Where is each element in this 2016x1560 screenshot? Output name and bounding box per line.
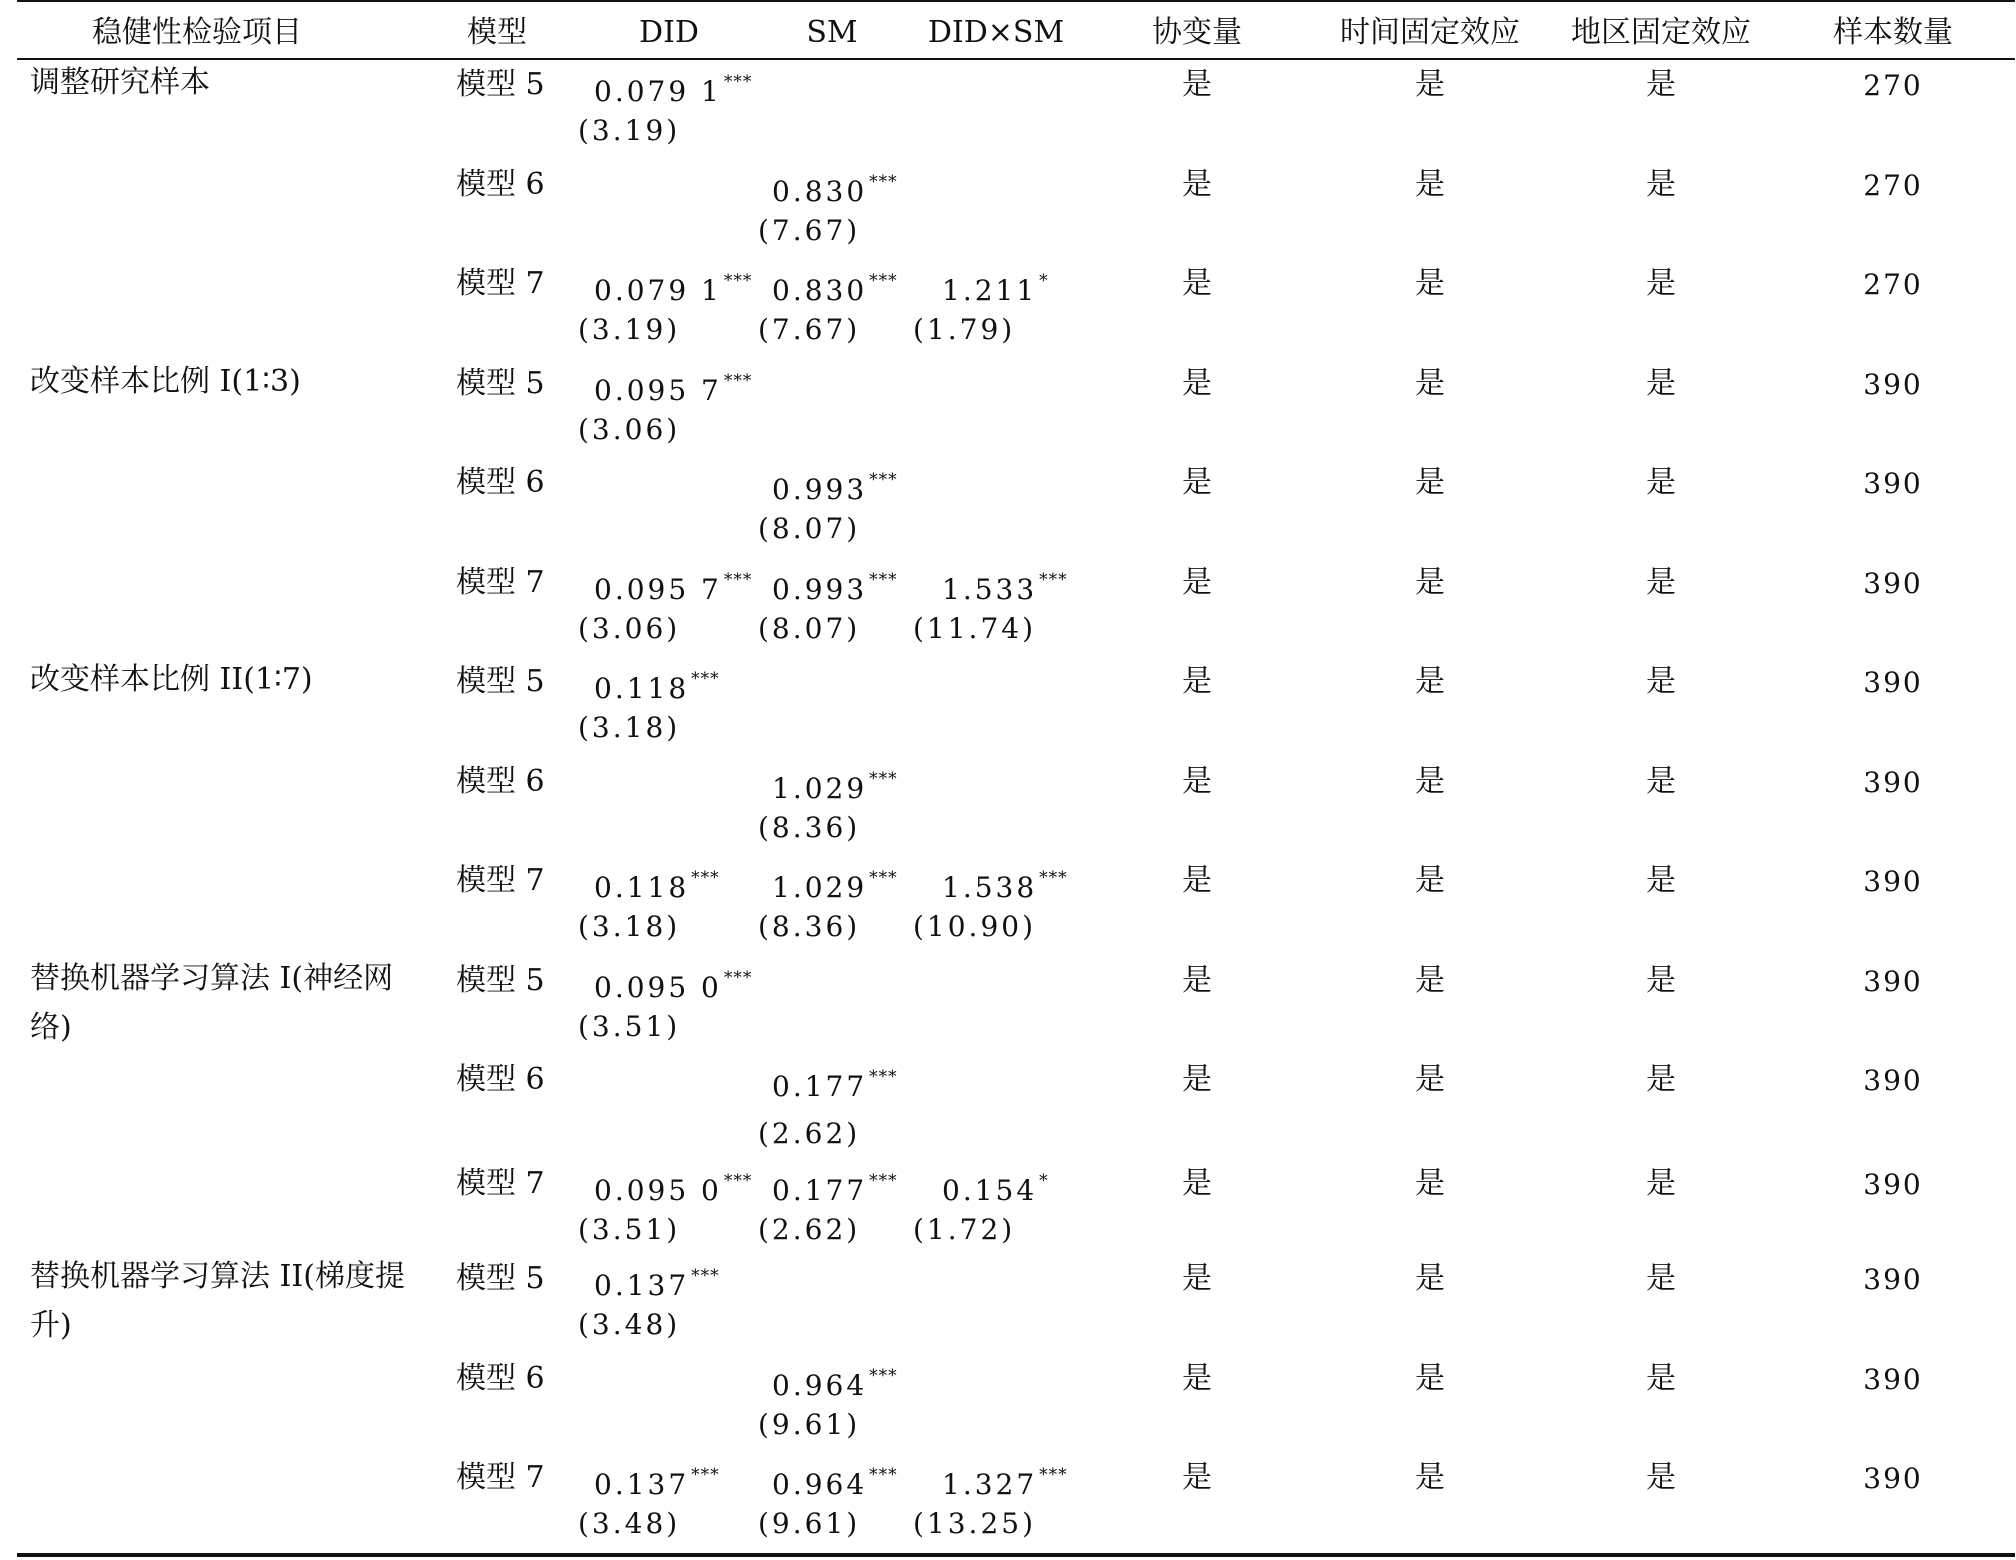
did-t-stat: (3.48): [578, 1308, 681, 1341]
sample-size-cell: 390: [1863, 1362, 1923, 1396]
sm-coef: [772, 768, 898, 805]
did-value: 0.079 1: [594, 75, 722, 108]
region-fe-cell: 是: [1646, 67, 1676, 102]
sm-value: 0.993: [772, 473, 868, 506]
sm-value: 0.830: [772, 274, 868, 307]
sample-size-cell: 390: [1863, 1167, 1923, 1201]
did-value: 0.095 7: [594, 572, 722, 606]
sm-t-stat: (7.67): [758, 313, 861, 346]
sm-coef: [772, 1170, 898, 1207]
did-t-stat: (3.19): [578, 114, 681, 147]
sm-significance: ***: [869, 768, 898, 789]
sm-coef: [772, 569, 898, 606]
did-value: 0.095 0: [594, 1173, 722, 1207]
did-t-stat: (3.51): [578, 1009, 681, 1043]
did-t-stat: (3.06): [578, 412, 681, 446]
covariates-cell: 是: [1182, 1460, 1212, 1495]
covariates-cell: 是: [1182, 365, 1212, 401]
did-coef: [594, 273, 752, 305]
sm-coef: [772, 171, 898, 208]
model-label: 模型 6: [456, 166, 545, 202]
did-sm-significance: ***: [1039, 1465, 1068, 1485]
sm-t-stat: (2.62): [758, 1212, 861, 1246]
model-label: 模型 7: [456, 1460, 545, 1495]
sm-t-stat: (8.07): [758, 512, 861, 545]
time-fe-cell: 是: [1415, 266, 1445, 301]
model-label: 模型 5: [456, 67, 545, 102]
did-value: 0.118: [594, 871, 690, 904]
did-t-stat: (3.51): [578, 1212, 681, 1246]
sm-significance: ***: [869, 1067, 898, 1087]
covariates-cell: 是: [1182, 465, 1212, 500]
sm-significance: ***: [869, 171, 898, 192]
did-sm-t-stat: (11.74): [913, 611, 1037, 645]
model-label: 模型 5: [456, 962, 545, 998]
region-fe-cell: 是: [1646, 365, 1676, 401]
time-fe-cell: 是: [1415, 763, 1445, 799]
sample-size-cell: 270: [1863, 268, 1923, 301]
region-fe-cell: 是: [1646, 564, 1676, 600]
time-fe-cell: 是: [1415, 1165, 1445, 1201]
sm-value: 0.964: [772, 1468, 868, 1501]
sm-coef: [772, 870, 898, 902]
time-fe-cell: 是: [1415, 962, 1445, 998]
header-time-fe: 时间固定效应: [1340, 15, 1520, 50]
covariates-cell: 是: [1182, 863, 1212, 898]
header-region-fe: 地区固定效应: [1571, 15, 1751, 50]
did-sm-significance: *: [1039, 1170, 1049, 1191]
covariates-cell: 是: [1182, 962, 1212, 998]
sm-t-stat: (7.67): [758, 213, 861, 247]
did-coef: [594, 1268, 720, 1300]
sm-value: 0.177: [772, 1173, 868, 1207]
did-significance: ***: [723, 72, 753, 92]
did-coef: [594, 870, 720, 902]
covariates-cell: 是: [1182, 166, 1212, 202]
model-label: 模型 7: [456, 863, 545, 898]
covariates-cell: 是: [1182, 564, 1212, 600]
model-label: 模型 6: [456, 763, 545, 799]
covariates-cell: 是: [1182, 1261, 1212, 1296]
sm-coef: [772, 1069, 898, 1101]
sample-size-cell: 390: [1863, 467, 1923, 500]
did-significance: ***: [723, 370, 753, 391]
header-sample-size: 样本数量: [1833, 15, 1953, 50]
region-fe-cell: 是: [1646, 763, 1676, 799]
did-sm-t-stat: (13.25): [913, 1507, 1037, 1540]
did-sm-coef: [942, 569, 1068, 606]
did-value: 0.095 7: [594, 373, 722, 407]
sm-significance: ***: [869, 868, 898, 888]
did-coef: [594, 1467, 720, 1499]
row-group-label: 改变样本比例 II(1∶7): [30, 662, 313, 697]
row-group-label: 替换机器学习算法 II(梯度提升): [30, 1259, 405, 1343]
sample-size-cell: 390: [1863, 964, 1923, 998]
sm-t-stat: (9.61): [758, 1407, 861, 1441]
did-significance: ***: [723, 1170, 753, 1191]
time-fe-cell: 是: [1415, 465, 1445, 500]
sm-coef: [772, 472, 898, 504]
sm-coef: [772, 1365, 898, 1402]
did-significance: ***: [723, 967, 753, 988]
sm-t-stat: (8.36): [758, 910, 861, 943]
did-t-stat: (3.18): [578, 711, 681, 744]
did-significance: ***: [691, 1465, 720, 1485]
did-significance: ***: [691, 669, 720, 689]
region-fe-cell: 是: [1646, 465, 1676, 500]
sm-value: 1.029: [772, 871, 868, 904]
covariates-cell: 是: [1182, 266, 1212, 301]
did-value: 0.137: [594, 1269, 690, 1302]
did-coef: [594, 967, 753, 1004]
sm-value: 0.964: [772, 1368, 868, 1402]
header-model: 模型: [467, 15, 527, 50]
model-label: 模型 5: [456, 365, 545, 401]
sm-significance: ***: [869, 470, 898, 490]
row-group-label: 改变样本比例 I(1∶3): [30, 363, 301, 399]
region-fe-cell: 是: [1646, 1165, 1676, 1201]
did-sm-significance: ***: [1039, 868, 1068, 888]
header-sm: SM: [806, 15, 858, 50]
did-significance: ***: [723, 569, 753, 590]
did-value: 0.095 0: [594, 970, 722, 1004]
did-sm-value: 1.538: [942, 871, 1038, 904]
region-fe-cell: 是: [1646, 664, 1676, 699]
time-fe-cell: 是: [1415, 166, 1445, 202]
did-sm-value: 0.154: [942, 1173, 1038, 1207]
did-coef: [594, 74, 752, 106]
time-fe-cell: 是: [1415, 1261, 1445, 1296]
row-group-label: 调整研究样本: [30, 65, 210, 100]
sm-coef: [772, 1467, 898, 1499]
did-coef: [594, 671, 720, 703]
did-sm-coef: [942, 870, 1068, 902]
did-sm-coef: [942, 1467, 1068, 1499]
sample-size-cell: 390: [1863, 1462, 1923, 1495]
did-sm-coef: [942, 273, 1049, 305]
sm-significance: ***: [869, 1170, 898, 1191]
model-label: 模型 7: [456, 564, 545, 600]
did-t-stat: (3.19): [578, 313, 681, 346]
did-value: 0.118: [594, 672, 690, 705]
did-sm-t-stat: (1.72): [913, 1212, 1016, 1246]
sm-value: 0.830: [772, 174, 868, 208]
sample-size-cell: 270: [1863, 168, 1923, 202]
time-fe-cell: 是: [1415, 863, 1445, 898]
model-label: 模型 5: [456, 1261, 545, 1296]
sample-size-cell: 270: [1863, 69, 1923, 102]
did-t-stat: (3.06): [578, 611, 681, 645]
did-t-stat: (3.18): [578, 910, 681, 943]
row-group-label: 替换机器学习算法 I(神经网络): [30, 960, 394, 1045]
covariates-cell: 是: [1182, 1062, 1212, 1097]
region-fe-cell: 是: [1646, 166, 1676, 202]
model-label: 模型 7: [456, 266, 545, 301]
did-sm-t-stat: (1.79): [913, 313, 1016, 346]
sm-t-stat: (8.36): [758, 810, 861, 844]
region-fe-cell: 是: [1646, 1261, 1676, 1296]
sample-size-cell: 390: [1863, 367, 1923, 401]
covariates-cell: 是: [1182, 1360, 1212, 1396]
region-fe-cell: 是: [1646, 1460, 1676, 1495]
header-robustness-item: 稳健性检验项目: [92, 15, 302, 50]
time-fe-cell: 是: [1415, 564, 1445, 600]
sm-significance: ***: [869, 271, 898, 291]
did-significance: ***: [691, 1266, 720, 1286]
did-sm-value: 1.533: [942, 572, 1038, 606]
model-label: 模型 7: [456, 1165, 545, 1201]
did-coef: [594, 1170, 753, 1207]
bottom-rule: [17, 1553, 2015, 1557]
did-sm-coef: [942, 1170, 1049, 1207]
region-fe-cell: 是: [1646, 1062, 1676, 1097]
region-fe-cell: 是: [1646, 863, 1676, 898]
model-label: 模型 6: [456, 465, 545, 500]
model-label: 模型 6: [456, 1062, 545, 1097]
sm-value: 0.993: [772, 572, 868, 606]
covariates-cell: 是: [1182, 67, 1212, 102]
did-sm-significance: ***: [1039, 569, 1068, 590]
region-fe-cell: 是: [1646, 266, 1676, 301]
region-fe-cell: 是: [1646, 1360, 1676, 1396]
time-fe-cell: 是: [1415, 1460, 1445, 1495]
did-t-stat: (3.48): [578, 1507, 681, 1540]
did-value: 0.079 1: [594, 274, 722, 307]
did-sm-value: 1.327: [942, 1468, 1038, 1501]
header-did: DID: [639, 15, 699, 50]
did-value: 0.137: [594, 1468, 690, 1501]
time-fe-cell: 是: [1415, 365, 1445, 401]
model-label: 模型 5: [456, 664, 545, 699]
covariates-cell: 是: [1182, 664, 1212, 699]
sample-size-cell: 390: [1863, 1064, 1923, 1097]
sm-significance: ***: [869, 1365, 898, 1386]
sm-t-stat: (2.62): [758, 1117, 861, 1150]
did-coef: [594, 370, 753, 407]
top-rule: [17, 0, 2015, 2]
sm-significance: ***: [869, 569, 898, 590]
header-covariates: 协变量: [1152, 15, 1242, 50]
did-sm-t-stat: (10.90): [913, 910, 1037, 943]
time-fe-cell: 是: [1415, 1062, 1445, 1097]
sample-size-cell: 390: [1863, 1263, 1923, 1296]
time-fe-cell: 是: [1415, 67, 1445, 102]
sm-t-stat: (8.07): [758, 611, 861, 645]
covariates-cell: 是: [1182, 763, 1212, 799]
model-label: 模型 6: [456, 1360, 545, 1396]
time-fe-cell: 是: [1415, 664, 1445, 699]
sm-t-stat: (9.61): [758, 1507, 861, 1540]
region-fe-cell: 是: [1646, 962, 1676, 998]
sample-size-cell: 390: [1863, 566, 1923, 600]
sample-size-cell: 390: [1863, 865, 1923, 898]
did-significance: ***: [723, 271, 753, 291]
covariates-cell: 是: [1182, 1165, 1212, 1201]
time-fe-cell: 是: [1415, 1360, 1445, 1396]
sm-significance: ***: [869, 1465, 898, 1485]
sm-coef: [772, 273, 898, 305]
sm-value: 1.029: [772, 771, 868, 805]
did-coef: [594, 569, 753, 606]
did-sm-significance: *: [1039, 271, 1049, 291]
header-did-sm: DID×SM: [927, 15, 1065, 50]
did-significance: ***: [691, 868, 720, 888]
sm-value: 0.177: [772, 1070, 868, 1103]
sample-size-cell: 390: [1863, 666, 1923, 699]
sample-size-cell: 390: [1863, 765, 1923, 799]
did-sm-value: 1.211: [942, 274, 1038, 307]
